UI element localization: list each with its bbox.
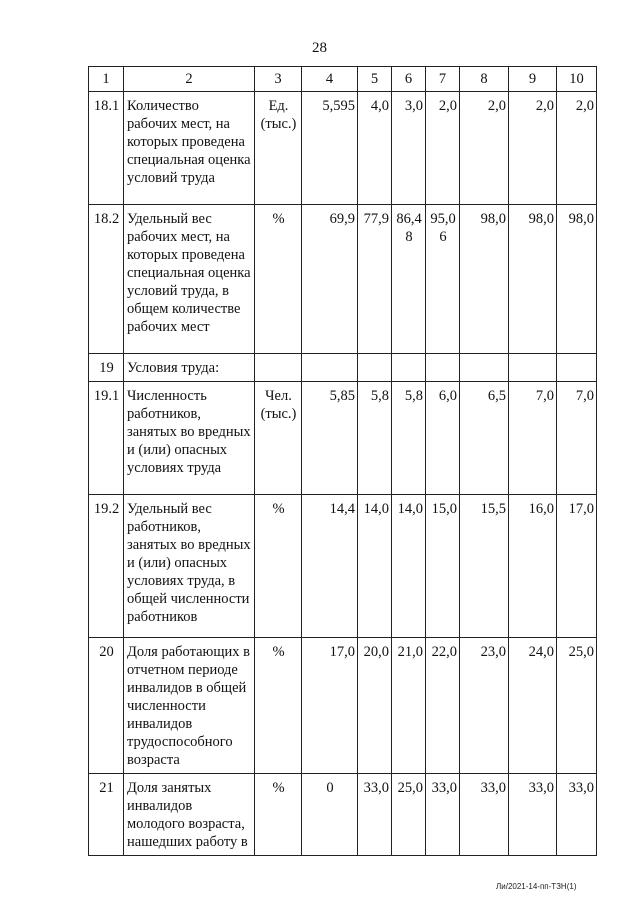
value-cell <box>302 354 358 382</box>
value-cell: 2,0 <box>426 92 460 205</box>
value-cell: 69,9 <box>302 205 358 354</box>
value-cell: 16,0 <box>509 495 557 638</box>
value-cell <box>557 354 597 382</box>
header-cell: 6 <box>392 67 426 92</box>
row-name: Количество рабочих мест, на которых проведена специальная оценка условий труда <box>124 92 255 205</box>
row-name: Удельный вес рабочих мест, на которых проведена специальная оценка условий труда, в общем количестве рабочих мест <box>124 205 255 354</box>
value-cell: 21,0 <box>392 638 426 774</box>
row-id: 18.2 <box>89 205 124 354</box>
value-cell: 98,0 <box>460 205 509 354</box>
row-unit: Чел. (тыс.) <box>255 382 302 495</box>
value-cell: 14,4 <box>302 495 358 638</box>
value-cell <box>460 354 509 382</box>
value-cell: 98,0 <box>557 205 597 354</box>
row-id: 21 <box>89 774 124 856</box>
value-cell: 98,0 <box>509 205 557 354</box>
value-cell: 33,0 <box>509 774 557 856</box>
table-row <box>89 495 597 638</box>
header-cell: 8 <box>460 67 509 92</box>
value-cell: 17,0 <box>302 638 358 774</box>
row-name: Численность работников, занятых во вредных и (или) опасных условиях труда <box>124 382 255 495</box>
value-cell: 7,0 <box>509 382 557 495</box>
header-cell: 7 <box>426 67 460 92</box>
row-unit: Ед. (тыс.) <box>255 92 302 205</box>
value-cell: 33,0 <box>426 774 460 856</box>
row-name: Доля занятых инвалидов молодого возраста, нашедших работу в <box>124 774 255 856</box>
value-cell: 6,5 <box>460 382 509 495</box>
header-cell: 5 <box>358 67 392 92</box>
indicators-table <box>88 66 597 856</box>
header-cell: 9 <box>509 67 557 92</box>
table-row <box>89 382 597 495</box>
value-cell: 5,8 <box>392 382 426 495</box>
value-cell: 2,0 <box>509 92 557 205</box>
row-unit <box>255 354 302 382</box>
row-name: Доля работающих в отчетном периоде инвалидов в общей численности инвалидов трудоспособного возраста <box>124 638 255 774</box>
value-cell: 3,0 <box>392 92 426 205</box>
value-cell: 95,06 <box>426 205 460 354</box>
row-unit: % <box>255 638 302 774</box>
value-cell: 33,0 <box>557 774 597 856</box>
header-cell: 10 <box>557 67 597 92</box>
value-cell: 22,0 <box>426 638 460 774</box>
row-unit: % <box>255 495 302 638</box>
table-row <box>89 638 597 774</box>
value-cell: 2,0 <box>557 92 597 205</box>
value-cell <box>426 354 460 382</box>
value-cell <box>358 354 392 382</box>
row-name: Удельный вес работников, занятых во вредных и (или) опасных условиях труда, в общей численности работников <box>124 495 255 638</box>
value-cell: 2,0 <box>460 92 509 205</box>
value-cell: 77,9 <box>358 205 392 354</box>
row-unit: % <box>255 205 302 354</box>
value-cell: 15,0 <box>426 495 460 638</box>
value-cell: 5,8 <box>358 382 392 495</box>
page-number: 28 <box>312 40 327 56</box>
value-cell: 17,0 <box>557 495 597 638</box>
row-name: Условия труда: <box>124 354 255 382</box>
row-id: 19.2 <box>89 495 124 638</box>
value-cell: 4,0 <box>358 92 392 205</box>
value-cell: 24,0 <box>509 638 557 774</box>
header-cell: 3 <box>255 67 302 92</box>
value-cell: 23,0 <box>460 638 509 774</box>
table-header-row <box>89 67 597 92</box>
value-cell: 33,0 <box>358 774 392 856</box>
value-cell: 25,0 <box>557 638 597 774</box>
value-cell <box>509 354 557 382</box>
table-row <box>89 205 597 354</box>
value-cell: 33,0 <box>460 774 509 856</box>
value-cell: 6,0 <box>426 382 460 495</box>
table-row <box>89 354 597 382</box>
row-id: 20 <box>89 638 124 774</box>
row-id: 18.1 <box>89 92 124 205</box>
value-cell: 86,48 <box>392 205 426 354</box>
row-id: 19.1 <box>89 382 124 495</box>
value-cell: 14,0 <box>392 495 426 638</box>
value-cell: 5,85 <box>302 382 358 495</box>
row-id: 19 <box>89 354 124 382</box>
value-cell: 14,0 <box>358 495 392 638</box>
value-cell: 7,0 <box>557 382 597 495</box>
header-cell: 1 <box>89 67 124 92</box>
value-cell: 25,0 <box>392 774 426 856</box>
table-row <box>89 92 597 205</box>
value-cell: 15,5 <box>460 495 509 638</box>
document-code: Ли/2021-14-пп-ТЗН(1) <box>496 882 577 891</box>
value-cell <box>392 354 426 382</box>
value-cell: 20,0 <box>358 638 392 774</box>
table-row <box>89 774 597 856</box>
row-unit: % <box>255 774 302 856</box>
value-cell: 5,595 <box>302 92 358 205</box>
value-cell: 0 <box>302 774 358 856</box>
header-cell: 2 <box>124 67 255 92</box>
header-cell: 4 <box>302 67 358 92</box>
